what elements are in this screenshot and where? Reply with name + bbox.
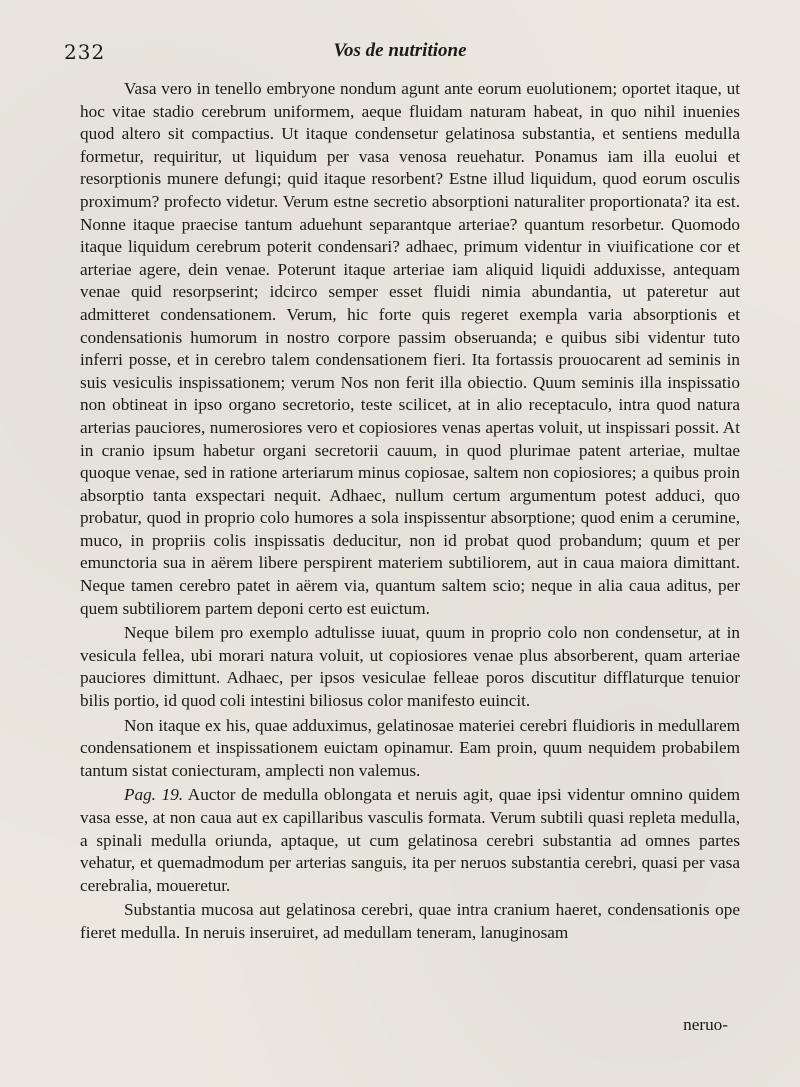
page-body [80, 78, 740, 945]
paragraph [80, 899, 740, 944]
paragraph [80, 622, 740, 712]
paragraph [80, 78, 740, 620]
paragraph-text: Neque bilem pro exemplo adtulisse iuuat, quum in proprio colo non condensetur, at in vesicula fellea, ubi morari natura voluit, ut copiosiores venae plus absorberent, quam arteriae pauciores dimittunt. Adhaec, per ipsos vesiculae felleae poros discutitur difflaturque tenuior bilis portio, id quod coli intestini biliosus color manifesto euincit. [80, 623, 740, 711]
paragraph [80, 784, 740, 897]
page-number: 232 [64, 40, 106, 64]
paragraph-text: Non itaque ex his, quae adduximus, gelatinosae materiei cerebri fluidioris in medullarem condensationem et inspissationem euictam opinamur. Eam proin, quum nequidem probabilem tantum sistat coniecturam, amplecti non valemus. [80, 715, 740, 780]
page-reference: Pag. 19. [124, 785, 184, 805]
paragraph [80, 715, 740, 783]
catchword: neruo- [683, 1015, 728, 1034]
paragraph-text: Auctor de medulla oblongata et neruis agit, quae ipsi videntur omnino quidem vasa esse, at non caua aut ex capillaribus vasculis formata. Verum subtili quasi repleta medulla, a spinali medulla oriunda, aptaque, ut cum gelatinosa cerebri substantia ad omnes partes vehatur, et quemadmodum per arterias sanguis, ita per neruos substantia cerebri, quasi per vasa cerebralia, moueretur. [80, 785, 740, 895]
running-head: Vos de nutritione [333, 40, 467, 61]
paragraph-text: Substantia mucosa aut gelatinosa cerebri, quae intra cranium haeret, condensationis ope fieret medulla. In neruis inseruiret, ad medullam teneram, lanuginosam [80, 900, 740, 942]
paragraph-text: Vasa vero in tenello embryone nondum agunt ante eorum euolutionem; oportet itaque, ut hoc vitae stadio cerebrum uniformem, aeque fluidam naturam habeat, in quo nihil inuenies quod altero sit compactius. Ut itaque condensetur gelatinosa substantia, et sentiens medulla formetur, requiritur, ut liquidum per vasa venosa reuehatur. Ponamus iam illa euolui et resorptionis munere defungi; quid itaque resorbent? Estne illud liquidum, quod eorum osculis proximum? profecto videtur. Verum estne secretio absorptioni naturaliter proportionata? ita est. Nonne itaque praecise tantum aduehunt separantque arteriae? quantum resorbetur. Quomodo itaque liquidum cerebrum poterit condensari? adhaec, primum videntur in viuificatione cor et arteriae agere, dein venae. Poterunt itaque arteriae iam aliquid liquidi adduxisse, antequam venae quid resorpserint; idcirco semper esset fluidi nimia abundantia, ut pateretur aut admitteret condensationem. Verum, hic forte quis regeret exempla varia absorptionis et condensationis humorum in nostro corpore passim obseruanda; e quibus sibi videntur tuto inferri posse, et in cerebro talem condensationem fieri. Ita fortassis prouocarent ad seminis in suis vesiculis inspissationem; verum Nos non ferit illa obiectio. Quum seminis illa inspissatio non obtineat in ipso organo secretorio, teste scilicet, at in alio receptaculo, intra quod natura arterias pauciores, numerosiores vero et copiosiores venas apertas voluit, ut inspissari possit. At in cranio ipsum habetur organi secretorii cauum, in quod plurimae patent arteriae, multae quoque venae, sed in ratione arteriarum minus copiosae, saltem non copiosiores; a quibus proin absorptio tanta exspectari nequit. Adhaec, nullum certum argumentum potest adduci, quo probatur, quod in proprio colo humores a sola inspissentur absorptione; quod enim a cerumine, muco, in propriis colis inspissatis deducitur, non id probat quod probandum; quum et per emunctoria sua in aërem libere perspirent materiem subtiliorem, aut in caua maiora dimittant. Neque tamen cerebro patet in aërem via, quantum saltem scio; neque in alia caua aditus, per quem subtiliorem partem deponi certo est euictum. [80, 79, 740, 618]
